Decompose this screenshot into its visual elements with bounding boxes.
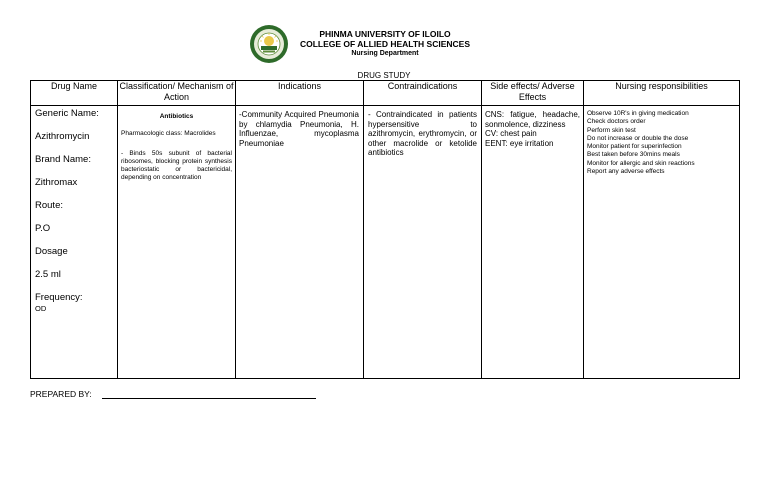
table-header-row <box>31 81 740 106</box>
list-item: Monitor patient for superinfection <box>587 143 682 151</box>
mechanism-of-action: - Binds 50s subunit of bacterial ribosomes, blocking protein synthesis bacteriostatic or bactericidal, depending on concentration <box>121 150 232 181</box>
side-effect-cv: CV: chest pain <box>485 129 537 138</box>
department-name: Nursing Department <box>351 50 419 57</box>
brand-name-value: Zithromax <box>35 177 78 188</box>
column-header-nursing: Nursing responsibilities <box>584 81 740 106</box>
pharmacologic-class: Pharmacologic class: Macrolides <box>121 130 216 137</box>
generic-name-value: Azithromycin <box>35 131 90 142</box>
contraindications-cell: - Contraindicated in patients hypersensitive to azithromycin, erythromycin, or other macrolide or ketolide antibiotics <box>364 106 482 379</box>
prepared-by-label: PREPARED BY: <box>30 389 92 399</box>
document-header <box>260 29 510 59</box>
classification-cell <box>118 106 236 379</box>
brand-name-label: Brand Name: <box>35 154 91 165</box>
frequency-label: Frequency: <box>35 292 83 303</box>
side-effect-eent: EENT: eye irritation <box>485 138 554 148</box>
indications-cell: -Community Acquired Pneumonia by chlamydia Pneumonia, H. Influenzae, mycoplasma Pneumoniae <box>236 106 364 379</box>
dosage-value: 2.5 ml <box>35 269 61 280</box>
side-effects-cell <box>482 106 584 379</box>
list-item: Monitor for allergic and skin reactions <box>587 159 695 167</box>
drug-study-table <box>30 80 740 379</box>
document-title: DRUG STUDY <box>357 71 411 80</box>
drug-category: Antibiotics <box>159 113 194 120</box>
frequency-value: OD <box>35 304 47 313</box>
list-item: Check doctors order <box>587 118 646 126</box>
drug-name-cell <box>31 106 118 379</box>
route-value: P.O <box>35 223 51 234</box>
nursing-responsibilities-cell <box>584 106 740 379</box>
university-name: PHINMA UNIVERSITY OF ILOILO <box>319 29 451 39</box>
list-item: Do not increase or double the dose <box>587 134 689 142</box>
dosage-label: Dosage <box>35 246 68 257</box>
column-header-drug-name: Drug Name <box>31 81 118 106</box>
college-name: COLLEGE OF ALLIED HEALTH SCIENCES <box>299 39 470 49</box>
route-label: Route: <box>35 200 63 211</box>
side-effect-cns: CNS: fatigue, headache, sonmolence, dizziness <box>485 110 580 129</box>
column-header-contraindications: Contraindications <box>364 81 482 106</box>
column-header-classification: Classification/ Mechanism of Action <box>118 81 236 106</box>
column-header-indications: Indications <box>236 81 364 106</box>
generic-name-label: Generic Name: <box>35 108 99 119</box>
list-item: Perform skin test <box>587 126 636 134</box>
list-item: Observe 10R's in giving medication <box>587 110 689 117</box>
list-item: Report any adverse effects <box>587 168 665 176</box>
column-header-side-effects: Side effects/ Adverse Effects <box>482 81 584 106</box>
table-row <box>31 106 740 379</box>
list-item: Best taken before 30mins meals <box>587 151 680 159</box>
signature-line <box>102 398 316 399</box>
